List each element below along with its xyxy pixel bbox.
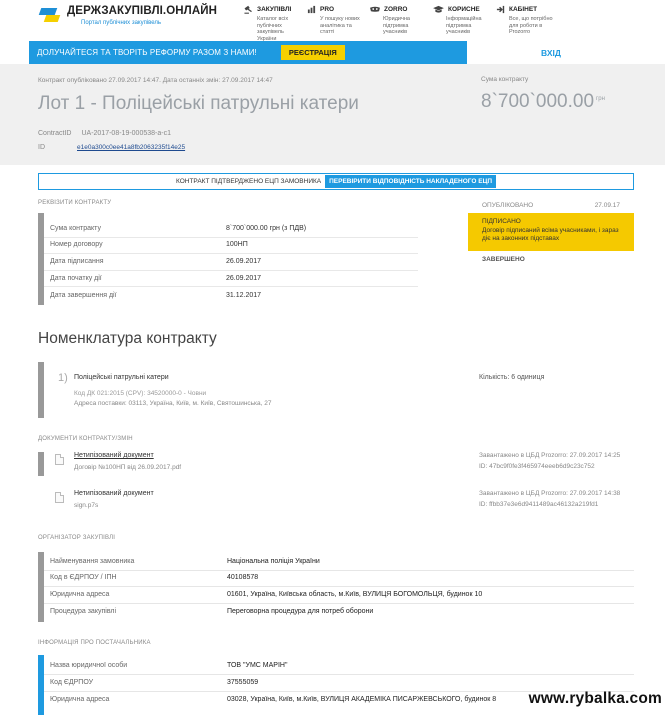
nav-item-pro[interactable]: PRO У пошуку нових аналітика та статті <box>307 5 365 42</box>
document-item: Нетипізований документ sign.p7s Завантажено в ЦБД Prozorro: 27.09.2017 14:38 ID: ffbb37e3e6d9411489ac46132a219fd1 <box>38 490 634 514</box>
id-row: ID e1e0a300c0ee41a8fb2063235f14e25 <box>38 144 186 151</box>
requisites-table: Сума контракту 8`700`000.00 грн (з ПДВ) Номер договору 100НП Дата підписання 26.09.2017 Дата початку дії 26.09.2017 Дата завершення дії 31.12.2017 <box>38 213 418 305</box>
login-icon <box>496 5 505 14</box>
contract-header <box>0 64 665 165</box>
file-icon <box>55 492 64 503</box>
banner-message: ДОЛУЧАЙТЕСЯ ТА ТВОРІТЬ РЕФОРМУ РАЗОМ З НАМИ! <box>37 48 257 57</box>
top-nav <box>0 0 665 41</box>
nav-item-kabinet[interactable]: КАБІНЕТ Все, що потрібно для роботи в Prozorro <box>496 5 554 42</box>
documents-label: ДОКУМЕНТИ КОНТРАКТУ/ЗМІН <box>38 436 133 442</box>
eds-text: КОНТРАКТ ПІДТВЕРДЖЕНО ЕЦП ЗАМОВНИКА <box>175 178 322 185</box>
brand-name: ДЕРЖЗАКУПІВЛІ.ОНЛАЙН <box>67 5 218 17</box>
status-timeline: ОПУБЛІКОВАНО 27.09.17 ПІДПИСАНО Договір підписаний всіма учасниками, і зараз діє на законних підставах ЗАВЕРШЕНО <box>468 199 634 268</box>
contract-id-row: ContractID UA-2017-08-19-000538-a-c1 <box>38 130 171 137</box>
nomenclature-item: 1) Поліцейські патрульні катери Код ДК 021:2015 (CPV): 34520000-0 - Човни Адреса поставки: 03113, Україна, Київ, м. Київ, Святошинська, 27 Кількість: 6 одиниця <box>38 362 634 418</box>
verify-eds-button[interactable]: ПЕРЕВІРИТИ ВІДПОВІДНІСТЬ НАКЛАДЕНОГО ЕЦП <box>325 175 496 188</box>
status-signed: ПІДПИСАНО Договір підписаний всіма учасниками, і зараз діє на законних підставах <box>468 213 634 251</box>
organizer-label: ОРГАНІЗАТОР ЗАКУПІВЛІ <box>38 535 116 541</box>
file-icon <box>55 454 64 465</box>
document-item: Нетипізований документ Договір №100НП від 26.09.2017.pdf Завантажено в ЦБД Prozorro: 27.09.2017 14:25 ID: 47bc9f0fe3f465974eeeb6d9c23c752 <box>38 452 634 476</box>
sum-label: Сума контракту <box>481 76 529 83</box>
organizer-table: Найменування замовника Національна поліція України Код в ЄДРПОУ / ІПН 40108578 Юридична адреса 01601, Україна, Київська область, м.Київ, ВУЛИЦЯ БОГОМОЛЬЦЯ, будинок 10 Процедура закупівлі Переговорна процедура для потреб оборони <box>38 552 634 622</box>
id-link[interactable]: e1e0a300c0ee41a8fb2063235f14e25 <box>77 144 186 151</box>
nav-item-zorro[interactable]: ZORRO Юридична підтримка учасників <box>370 5 428 42</box>
nav-item-zakupivli[interactable]: ЗАКУПІВЛІ Каталог всіх публічних закупівель України <box>244 5 302 42</box>
requisites-label: РЕКВІЗИТИ КОНТРАКТУ <box>38 200 112 206</box>
register-button[interactable]: РЕЄСТРАЦІЯ <box>281 45 345 60</box>
document-link[interactable]: Нетипізований документ <box>74 452 154 459</box>
contract-sum: 8`700`000.00 $^{грн}$ <box>481 91 605 112</box>
brand-tagline: Портал публічних закупівель <box>81 20 162 26</box>
reform-banner <box>29 41 635 64</box>
eds-bar <box>38 173 634 190</box>
watermark: www.rybalka.com <box>528 690 662 707</box>
mask-icon <box>370 5 380 14</box>
chart-icon <box>307 5 316 14</box>
published-info: Контракт опубліковано 27.09.2017 14:47. Дата останніх змін: 27.09.2017 14:47 <box>38 77 273 84</box>
logo[interactable] <box>38 5 238 26</box>
document-link[interactable]: Нетипізований документ <box>74 490 154 497</box>
status-completed: ЗАВЕРШЕНО <box>482 256 525 263</box>
supplier-table: Назва юридичної особи ТОВ "УМС МАРІН" Код ЄДРПОУ 37555059 Юридична адреса 03028, Україна, Київ, м.Київ, ВУЛИЦЯ АКАДЕМІКА ПИСАРЖЕВСЬКОГО, будинок 8 <box>38 655 634 715</box>
logo-mark-icon <box>38 6 60 24</box>
nav-item-korysne[interactable]: КОРИСНЕ Інформаційна підтримка учасників <box>433 5 491 42</box>
gavel-icon <box>244 5 253 14</box>
supplier-label: ІНФОРМАЦІЯ ПРО ПОСТАЧАЛЬНИКА <box>38 640 151 646</box>
login-button[interactable]: ВХІД <box>467 41 635 64</box>
page-title: Лот 1 - Поліцейські патрульні катери <box>38 93 359 114</box>
nomenclature-title: Номенклатура контракту <box>38 330 217 347</box>
graduation-cap-icon <box>433 5 444 14</box>
